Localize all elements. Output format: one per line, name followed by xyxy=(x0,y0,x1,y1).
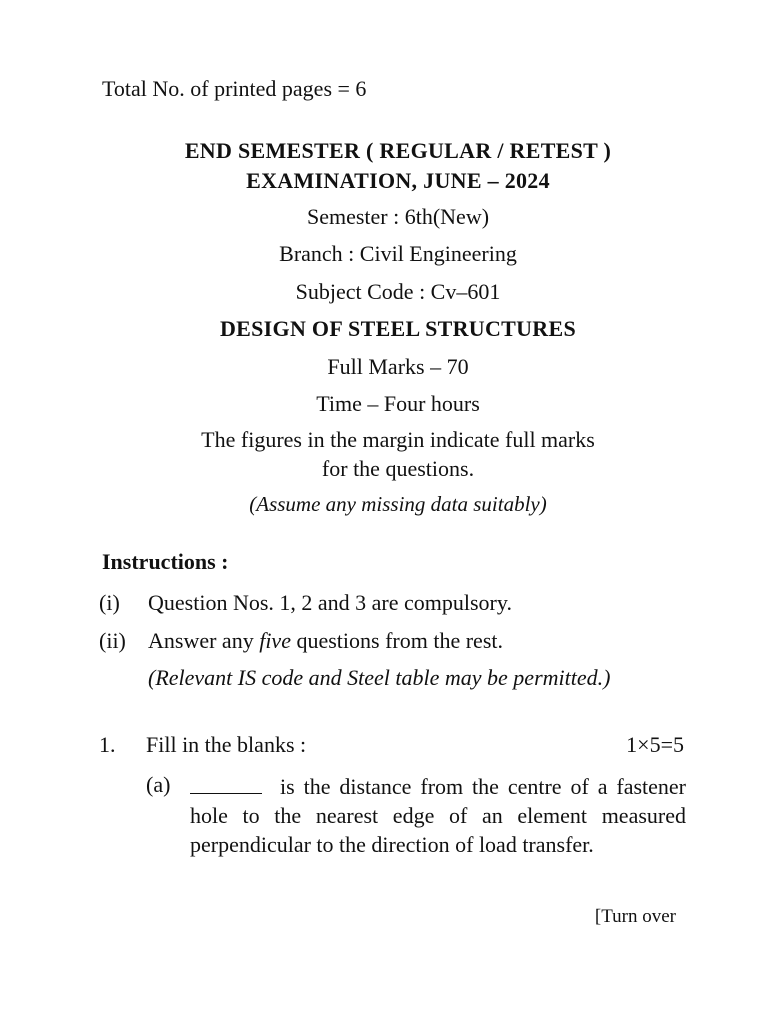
exam-title-line2: EXAMINATION, JUNE – 2024 xyxy=(246,168,550,193)
subject-code-line: Subject Code : Cv–601 xyxy=(295,279,501,304)
instruction-text xyxy=(148,590,512,616)
sub-question-label: (a) xyxy=(146,772,171,797)
full-marks-line: Full Marks – 70 xyxy=(327,354,469,379)
instruction-emphasis: five xyxy=(259,628,291,653)
instruction-text-part: Answer any xyxy=(148,628,260,653)
permitted-materials-note: (Relevant IS code and Steel table may be permitted.) xyxy=(148,665,611,690)
instruction-text xyxy=(148,628,503,654)
instruction-number: (i) xyxy=(99,590,120,615)
question-marks: 1×5=5 xyxy=(626,732,684,757)
printed-pages-count: Total No. of printed pages = 6 xyxy=(102,76,367,101)
question-number: 1. xyxy=(99,732,116,757)
semester-line: Semester : 6th(New) xyxy=(306,204,490,229)
sub-question-text: is the distance from the centre of a fastener hole to the nearest edge of an element measured perpendicular to the direction of load transfer. xyxy=(190,774,686,857)
instruction-number: (ii) xyxy=(99,628,126,653)
marks-note-line1: The figures in the margin indicate full marks xyxy=(201,427,595,452)
answer-blank[interactable] xyxy=(190,777,262,794)
turn-over-note: [Turn over xyxy=(594,906,676,927)
instruction-text-part: questions from the rest. xyxy=(290,628,503,653)
exam-title-line1: END SEMESTER ( REGULAR / RETEST ) xyxy=(184,138,612,163)
instruction-text-part: Question Nos. 1, 2 and 3 are compulsory. xyxy=(148,590,512,615)
assume-data-note: (Assume any missing data suitably) xyxy=(249,492,547,516)
sub-question-body xyxy=(190,772,686,859)
instructions-heading: Instructions : xyxy=(102,549,229,574)
marks-note-line2: for the questions. xyxy=(321,456,475,481)
question-text: Fill in the blanks : xyxy=(146,732,307,757)
time-line: Time – Four hours xyxy=(316,391,480,416)
subject-title: DESIGN OF STEEL STRUCTURES xyxy=(219,316,577,341)
branch-line: Branch : Civil Engineering xyxy=(279,241,517,266)
